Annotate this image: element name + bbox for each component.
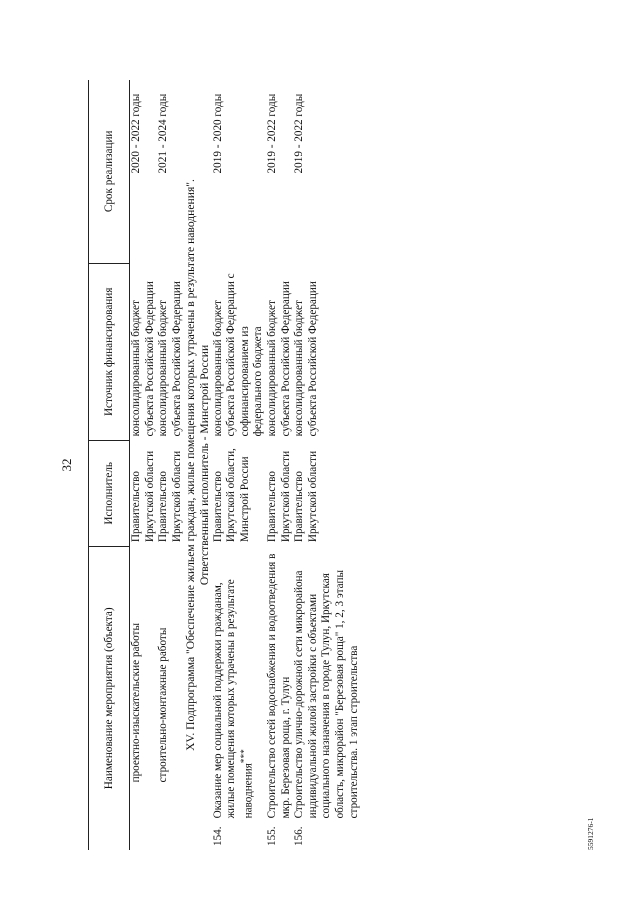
row-name: строительно-монтажные работы [157, 627, 170, 783]
row-number [130, 822, 158, 850]
row-term: 2019 - 2022 годы [265, 93, 278, 174]
table-row [157, 80, 184, 850]
header-source: Источник финансирования [89, 263, 130, 440]
row-name-footnote-mark: *** [239, 749, 250, 764]
row-executor: Правительство Иркутской области, Минстрой России [211, 448, 251, 543]
row-source: консолидированный бюджет субъекта Российской Федерации [130, 281, 156, 437]
header-executor: Исполнитель [89, 440, 130, 546]
row-term: 2020 - 2022 годы [130, 93, 142, 174]
row-term: 2019 - 2022 годы [293, 93, 306, 174]
table-row [266, 80, 293, 850]
measures-table [88, 80, 361, 850]
row-name: Строительство сетей водоснабжения и водоотведения в мкр. Березовая роща, г. Тулун [265, 553, 292, 819]
row-number [157, 822, 184, 850]
table-row [130, 80, 158, 850]
row-source: консолидированный бюджет субъекта Российской Федерации [157, 281, 183, 437]
row-name: проектно-изыскательские работы [130, 623, 142, 783]
row-executor: Правительство Иркутской области [157, 450, 183, 543]
row-term: 2019 - 2020 годы [211, 93, 224, 174]
section-subtitle: Ответственный исполнитель - Минстрой России [197, 344, 211, 586]
row-name-cell [212, 546, 266, 822]
row-number: 155. [265, 826, 278, 846]
row-name: Оказание мер социальной поддержки гражданам, жилые помещения которых утрачены в результате наводнения [211, 579, 255, 819]
row-number: 154. [211, 826, 224, 846]
header-term: Срок реализации [89, 80, 130, 263]
row-term: 2021 - 2024 годы [157, 93, 170, 174]
row-executor: Правительство Иркутской области [130, 450, 156, 543]
table-row [293, 80, 361, 850]
row-source: консолидированный бюджет субъекта Российской Федерации [293, 281, 319, 437]
row-name: Строительство улично-дорожной сети микрорайона индивидуальной жилой застройки с объектами социального назначения в городе Тулун, Иркутская область, микрорайон "Березовая роща" 1, 2, 3 этапы строительства. 1 этап строительства [293, 570, 360, 819]
table-row [212, 80, 266, 850]
section-header [184, 80, 211, 850]
document-code: 5591276-1 [586, 817, 595, 850]
section-header-row [184, 80, 211, 850]
row-source: консолидированный бюджет субъекта Российской Федерации [265, 281, 292, 437]
rotated-document-page [60, 80, 600, 850]
row-source: консолидированный бюджет субъекта Российской Федерации с софинансированием из федерального бюджета [211, 273, 265, 437]
row-executor: Правительство Иркутской области [265, 450, 292, 543]
table-header-row [89, 80, 130, 850]
section-title: XV. Подпрограмма "Обеспечение жильем граждан, жилые помещения которых утрачены в результате наводнения". [184, 179, 198, 751]
page-number: 32 [59, 458, 74, 472]
header-name: Наименование мероприятия (объекта) [89, 546, 130, 850]
row-executor: Правительство Иркутской области [293, 450, 319, 543]
row-number: 156. [293, 826, 306, 846]
